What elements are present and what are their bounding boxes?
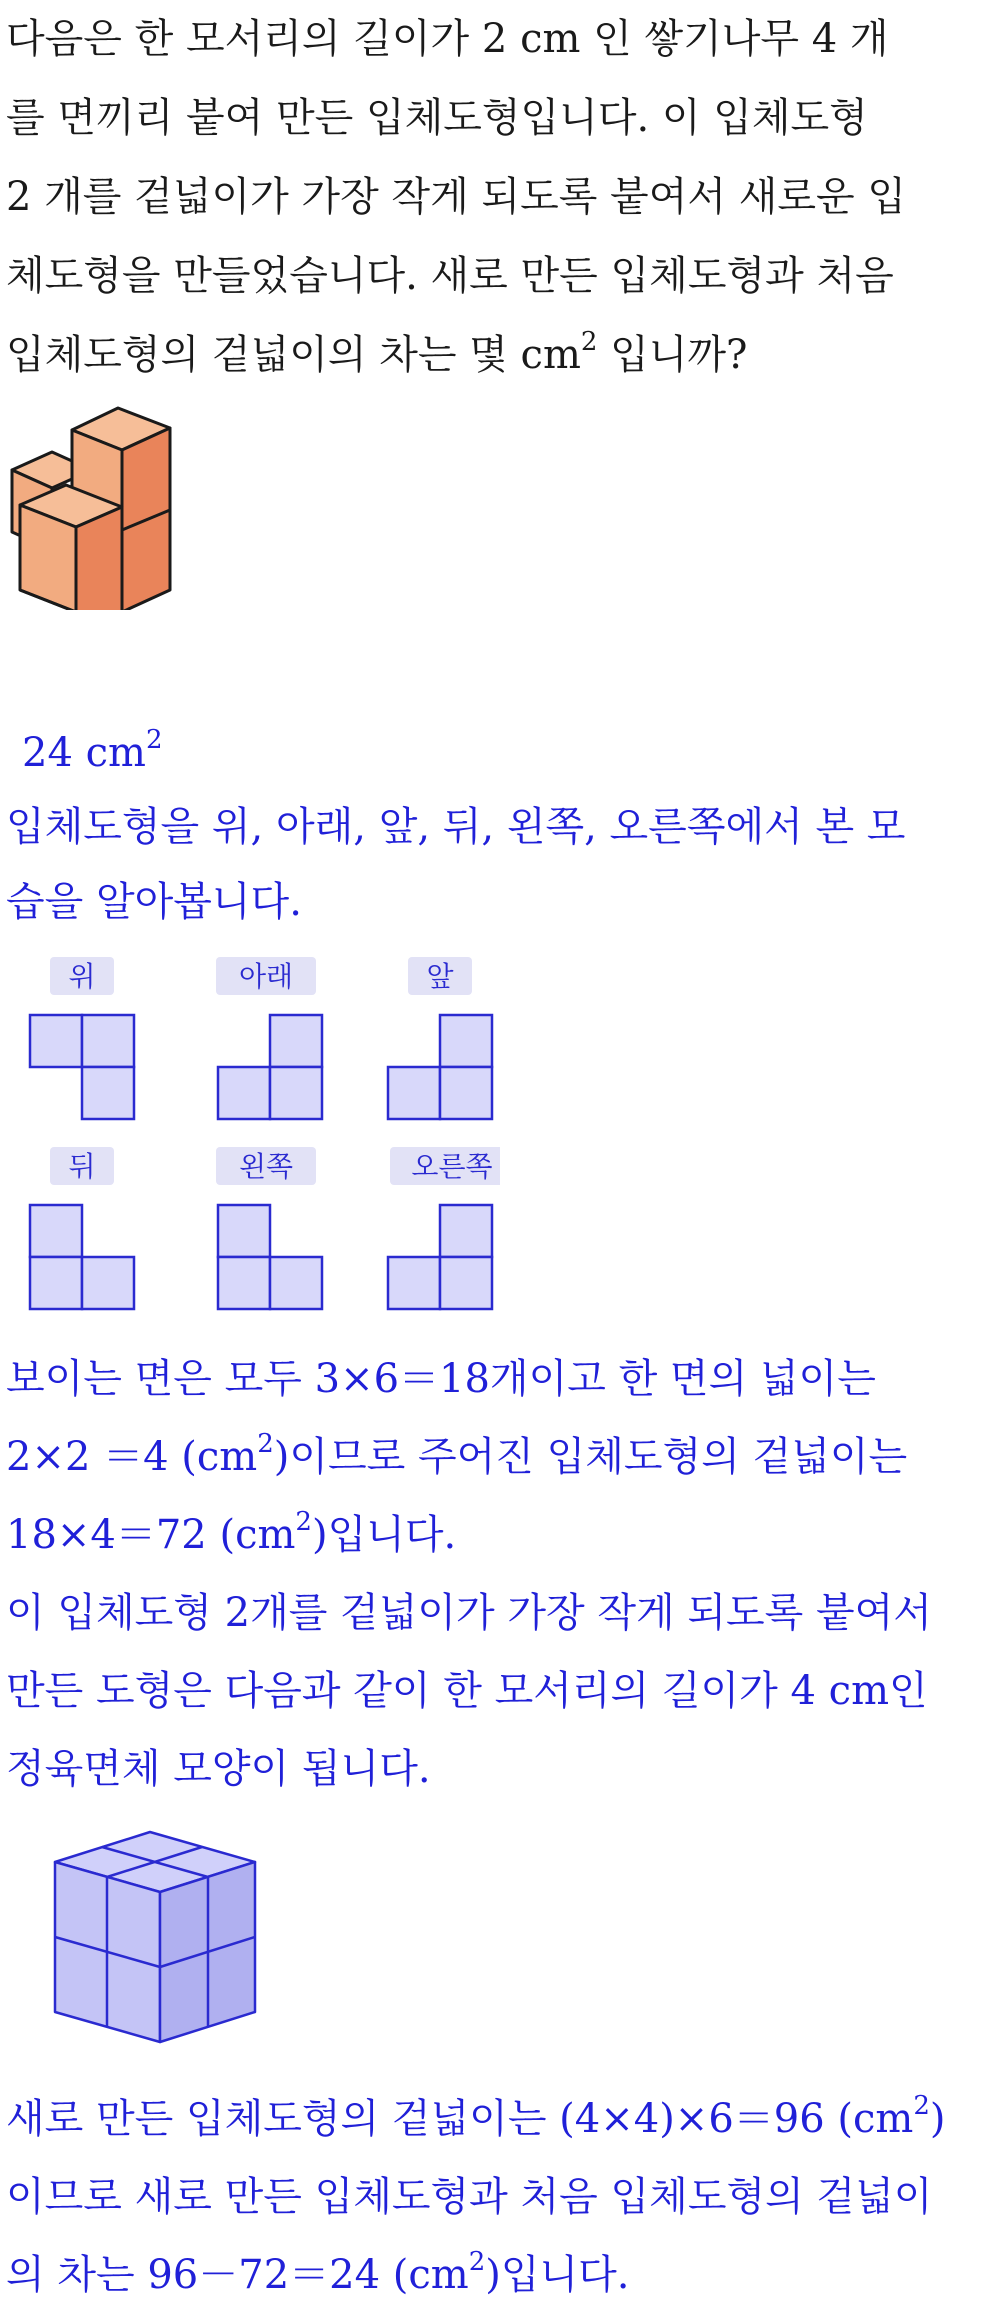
question-line: 2 개를 겉넓이가 가장 작게 되도록 붙여서 새로운 입 (6, 174, 906, 220)
six-views-figure (20, 955, 500, 1320)
question-line-last: 입체도형의 겉넓이의 차는 몇 $cm^2$ 입니까? (6, 327, 748, 378)
blue-cube-figure (50, 1830, 265, 2045)
question-line: 체도형을 만들었습니다. 새로 만든 입체도형과 처음 (6, 253, 894, 299)
view-label-top: 위 (68, 960, 96, 993)
solution-line: 2×2 ＝4 $(cm^2)$이므로 주어진 입체도형의 겉넓이는 (6, 1429, 908, 1480)
solution-line: 보이는 면은 모두 3×6＝18개이고 한 면의 넓이는 (6, 1356, 876, 1402)
solution-line: 의 차는 96－72＝24 $(cm^2)$입니다. (6, 2247, 630, 2298)
solution-line: 이 입체도형 2개를 겉넓이가 가장 작게 되도록 붙여서 (6, 1590, 932, 1636)
solution-intro (6, 790, 986, 940)
solution-body-1 (6, 1340, 986, 1808)
view-left (216, 1147, 316, 1185)
view-top (50, 957, 114, 995)
solution-line: 새로 만든 입체도형의 겉넓이는 (4×4)×6＝96 $(cm^2)$ (6, 2091, 946, 2142)
solution-line: 정육면체 모양이 됩니다. (6, 1746, 431, 1792)
view-label-back: 뒤 (68, 1150, 96, 1183)
orange-cube-figure (10, 400, 190, 610)
question-line: 다음은 한 모서리의 길이가 2 cm 인 쌓기나무 4 개 (6, 16, 889, 62)
question-line: 를 면끼리 붙여 만든 입체도형입니다. 이 입체도형 (6, 95, 868, 141)
view-label-front: 앞 (426, 960, 454, 993)
solution-line: 습을 알아봅니다. (6, 879, 302, 925)
question-text (6, 0, 986, 395)
view-label-right: 오른쪽 (411, 1150, 493, 1183)
solution-line: 18×4＝72 $(cm^2)$입니다. (6, 1507, 457, 1558)
solution-line: 만든 도형은 다음과 같이 한 모서리의 길이가 4 cm인 (6, 1668, 928, 1714)
answer: 24 $cm^2$ (22, 725, 163, 776)
solution-line: 이므로 새로 만든 입체도형과 처음 입체도형의 겉넓이 (6, 2174, 933, 2220)
view-label-bottom: 아래 (238, 960, 294, 993)
view-right (390, 1147, 500, 1185)
solution-line: 입체도형을 위, 아래, 앞, 뒤, 왼쪽, 오른쪽에서 본 모 (6, 804, 906, 850)
view-front (408, 957, 472, 995)
view-back (50, 1147, 114, 1185)
view-label-left: 왼쪽 (238, 1150, 294, 1183)
view-bottom (216, 957, 316, 995)
solution-body-2 (6, 2080, 986, 2314)
